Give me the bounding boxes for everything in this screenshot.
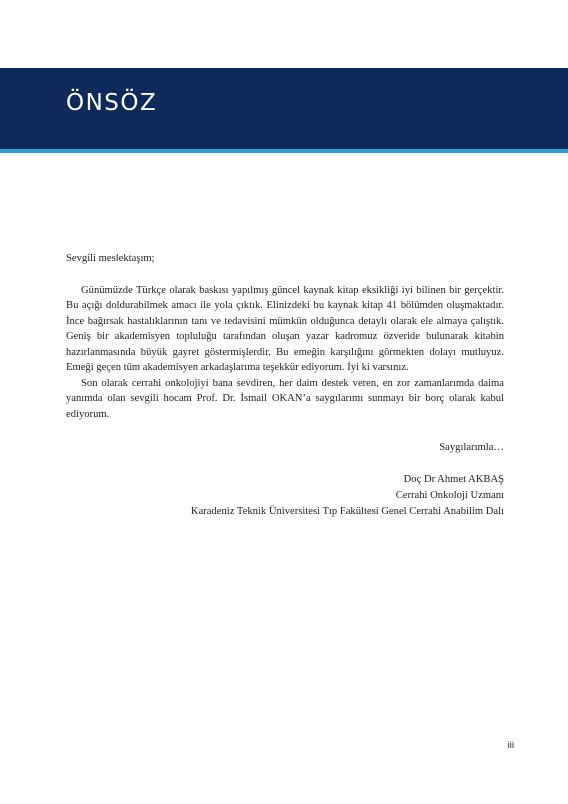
page-title: ÖNSÖZ [66, 90, 158, 116]
paragraph-2: Son olarak cerrahi onkolojiyi bana sevdiren, her daim destek veren, en zor zamanlarımda daima yanımda olan sevgili hocam Prof. Dr. İsmail OKAN’a saygılarımı sunmayı bir borç olarak kabul ediyorum. [66, 377, 504, 420]
preface-body [66, 251, 504, 520]
closing-text: Saygılarımla… [439, 442, 504, 453]
author-title: Cerrahi Onkoloji Uzmanı [395, 489, 504, 501]
closing-block [66, 440, 504, 456]
author-affiliation: Karadeniz Teknik Üniversitesi Tıp Fakültesi Genel Cerrahi Anabilim Dalı [190, 505, 504, 517]
signature-block [66, 472, 504, 520]
author-name: Doç Dr Ahmet AKBAŞ [403, 473, 504, 485]
header-accent-stripe [0, 149, 568, 153]
paragraph-1: Günümüzde Türkçe olarak baskısı yapılmış güncel kaynak kitap eksikliği iyi bilinen bir gerçektir. Bu açığı doldurabilmek amacı ile yola çıktık. Elinizdeki bu kaynak kitap 41 bölümden oluşmaktadır. İnce bağırsak hastalıklarının tanı ve tedavisini mümkün olduğunca detaylı olarak ele almaya çalıştık. Geniş bir akademisyen topluluğu tarafından oluşan yazar kadromuz özveride bulunarak kitabin hazırlanmasında büyük gayret göstermişlerdir. Bu emeğin karşılığını görmekten dolayı mutluyuz. Emeği geçen tüm akademisyen arkadaşlarıma teşekkür ediyorum. İyi ki varsınız. [66, 284, 504, 373]
salutation: Sevgili meslektaşım; [66, 253, 155, 264]
page-number: iii [507, 740, 514, 751]
